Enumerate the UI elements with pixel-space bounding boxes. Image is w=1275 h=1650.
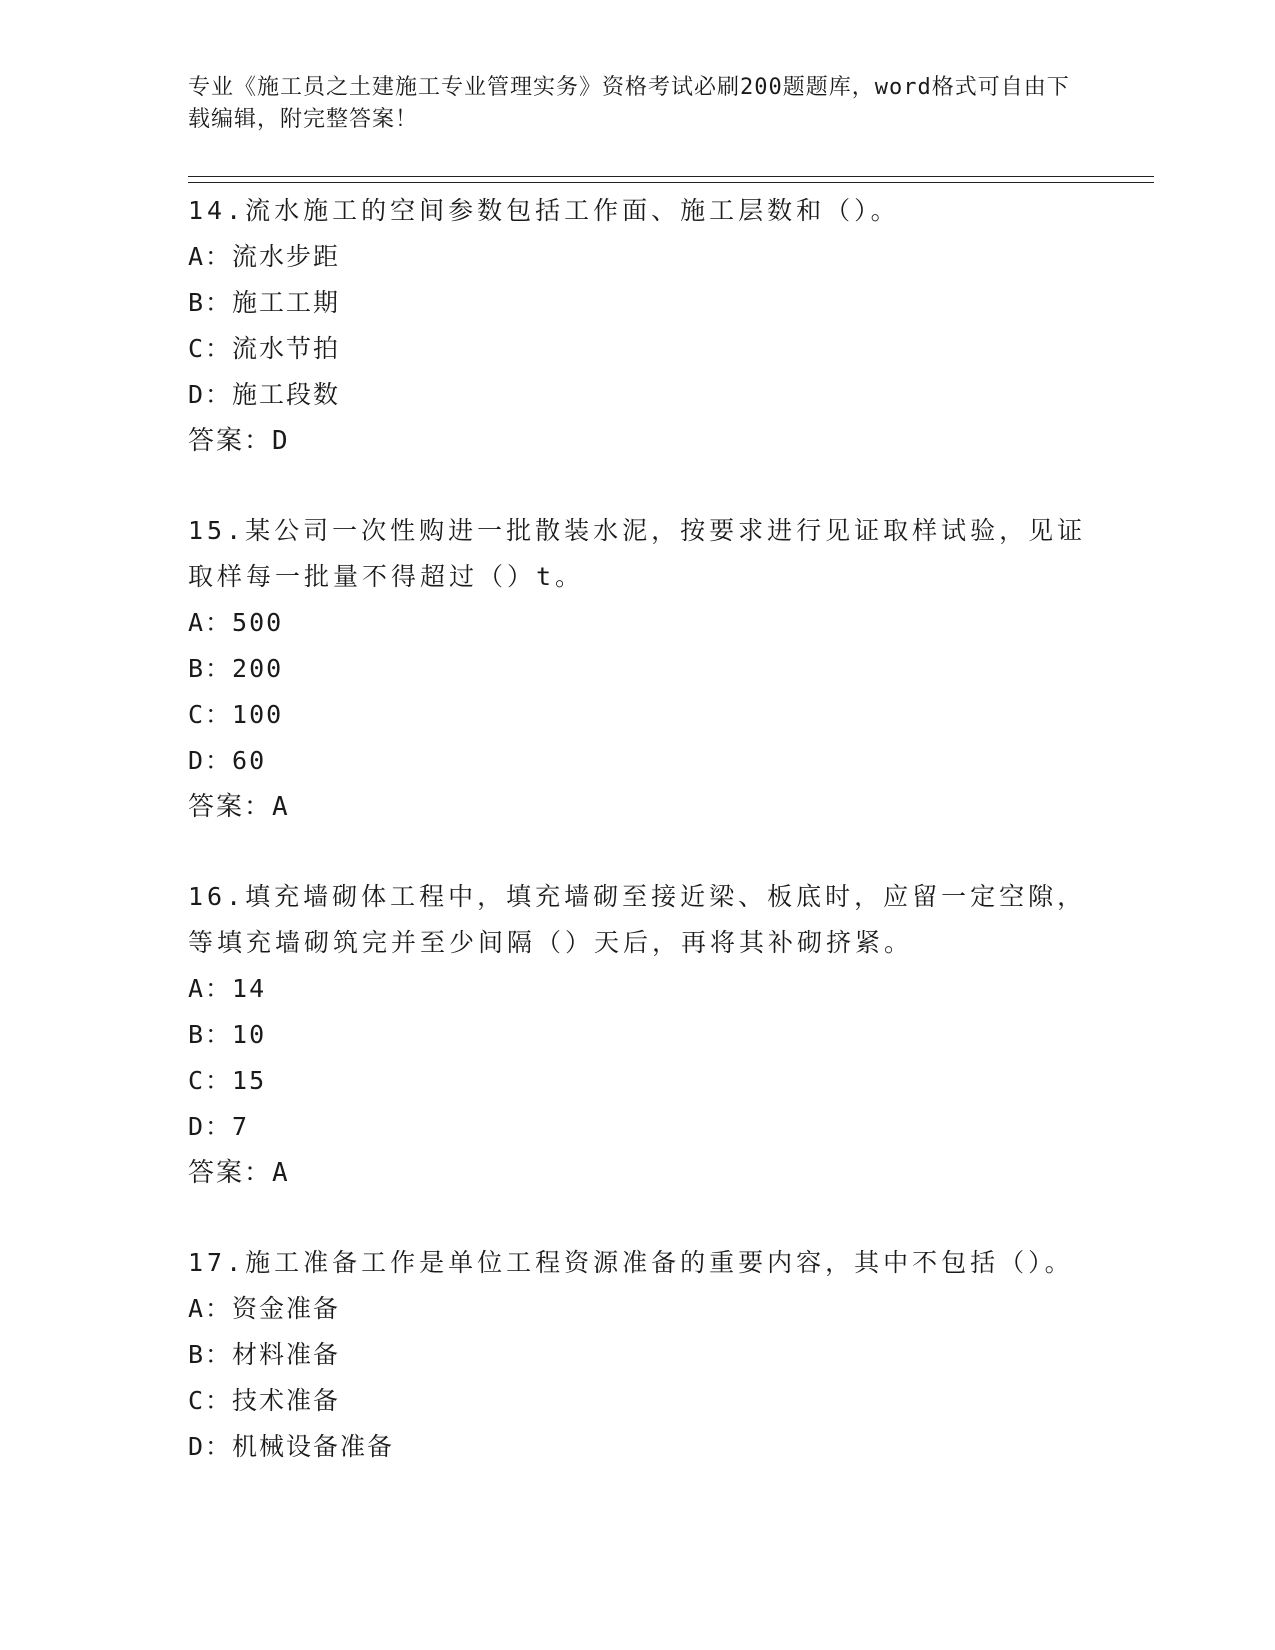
option-b: B：200 xyxy=(188,654,284,683)
option-a: A：14 xyxy=(188,974,267,1003)
option-d: D：7 xyxy=(188,1112,250,1141)
option-d: D：施工段数 xyxy=(188,380,341,409)
question-text: 16.填充墙砌体工程中，填充墙砌至接近梁、板底时，应留一定空隙，等填充墙砌筑完并至少间隔（）天后，再将其补砌挤紧。 xyxy=(188,882,1087,957)
option-d: D：机械设备准备 xyxy=(188,1432,395,1461)
question-text: 14.流水施工的空间参数包括工作面、施工层数和（）。 xyxy=(188,196,900,225)
document-header: 专业《施工员之土建施工专业管理实务》资格考试必刷200题题库，word格式可自由下载编辑，附完整答案！ xyxy=(188,75,1070,132)
answer xyxy=(188,418,1088,464)
question-14 xyxy=(188,188,1088,464)
question-15 xyxy=(188,508,1088,830)
header-rule-bottom xyxy=(188,182,1154,183)
option-c: C：流水节拍 xyxy=(188,334,341,363)
answer-value: A xyxy=(272,792,288,822)
option-c: C：技术准备 xyxy=(188,1386,341,1415)
question-16 xyxy=(188,874,1088,1196)
answer xyxy=(188,1150,1088,1196)
option-a: A：流水步距 xyxy=(188,242,341,271)
answer-value: D xyxy=(272,426,288,456)
option-c: C：100 xyxy=(188,700,284,729)
question-17 xyxy=(188,1240,1088,1470)
option-c: C：15 xyxy=(188,1066,267,1095)
answer-label: 答案： xyxy=(188,1158,273,1188)
option-b: B：施工工期 xyxy=(188,288,341,317)
option-b: B：材料准备 xyxy=(188,1340,341,1369)
option-a: A：资金准备 xyxy=(188,1294,341,1323)
answer-label: 答案： xyxy=(188,792,273,822)
question-text: 17.施工准备工作是单位工程资源准备的重要内容，其中不包括（）。 xyxy=(188,1248,1074,1277)
option-d: D：60 xyxy=(188,746,267,775)
answer-label: 答案： xyxy=(188,426,273,456)
header-rule-top xyxy=(188,176,1154,177)
question-list xyxy=(188,188,1088,1514)
answer xyxy=(188,784,1088,830)
answer-value: A xyxy=(272,1158,288,1188)
option-a: A：500 xyxy=(188,608,284,637)
option-b: B：10 xyxy=(188,1020,267,1049)
question-text: 15.某公司一次性购进一批散装水泥，按要求进行见证取样试验，见证取样每一批量不得超过（）t。 xyxy=(188,516,1087,591)
